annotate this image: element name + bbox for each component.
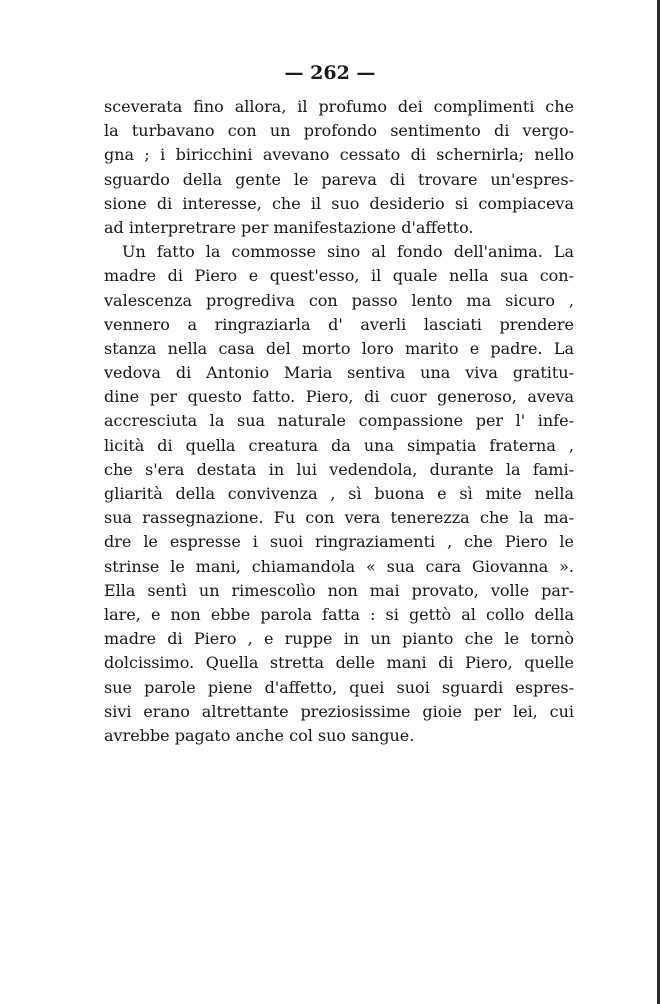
text-line: licità di quella creatura da una simpatia fraterna , (104, 435, 574, 455)
paragraph (104, 95, 574, 240)
text-line: vennero a ringraziarla d' averli lasciati prendere (104, 314, 574, 334)
text-line: dine per questo fatto. Piero, di cuor generoso, aveva (104, 387, 574, 407)
page-number: — 262 — (284, 62, 376, 84)
text-line: madre di Piero e quest'esso, il quale nella sua con- (104, 266, 574, 286)
text-line: accresciuta la sua naturale compassione per l' infe- (104, 411, 574, 431)
text-line: vedova di Antonio Maria sentiva una viva gratitu- (104, 363, 574, 383)
text-line: sue parole piene d'affetto, quei suoi sguardi espres- (104, 677, 574, 697)
text-line: madre di Piero , e ruppe in un pianto che le tornò (104, 629, 574, 649)
text-line: avrebbe pagato anche col suo sangue. (104, 725, 415, 745)
text-line: stanza nella casa del morto loro marito e padre. La (104, 338, 574, 358)
paragraph (104, 240, 574, 748)
text-line: ad interpretrare per manifestazione d'affetto. (104, 217, 474, 237)
text-line: sione di interesse, che il suo desiderio si compiaceva (104, 193, 574, 213)
text-line: sivi erano altrettante preziosissime gioie per lei, cui (104, 701, 574, 721)
text-line: sceverata fino allora, il profumo dei complimenti che (104, 97, 574, 116)
text-line: valescenza progrediva con passo lento ma sicuro , (104, 290, 574, 310)
text-line: Un fatto la commosse sino al fondo dell'anima. La (122, 242, 574, 262)
text-line: gliarità della convivenza , sì buona e sì mite nella (104, 484, 574, 503)
text-line: sua rassegnazione. Fu con vera tenerezza che la ma- (104, 508, 574, 528)
text-line: strinse le mani, chiamandola « sua cara Giovanna ». (104, 556, 574, 576)
text-line: gna ; i biricchini avevano cessato di schernirla; nello (104, 145, 574, 165)
text-line: sguardo della gente le pareva di trovare un'espres- (104, 169, 574, 189)
text-line: Ella sentì un rimescolìo non mai provato, volle par- (104, 580, 574, 600)
text-line: dre le espresse i suoi ringraziamenti , che Piero le (104, 532, 574, 552)
text-line: che s'era destata in lui vedendola, durante la fami- (104, 459, 574, 479)
body-text (104, 95, 574, 748)
text-line: dolcissimo. Quella stretta delle mani di Piero, quelle (104, 653, 574, 673)
text-line: la turbavano con un profondo sentimento di vergo- (104, 121, 574, 141)
text-line: lare, e non ebbe parola fatta : si gettò al collo della (104, 604, 574, 624)
